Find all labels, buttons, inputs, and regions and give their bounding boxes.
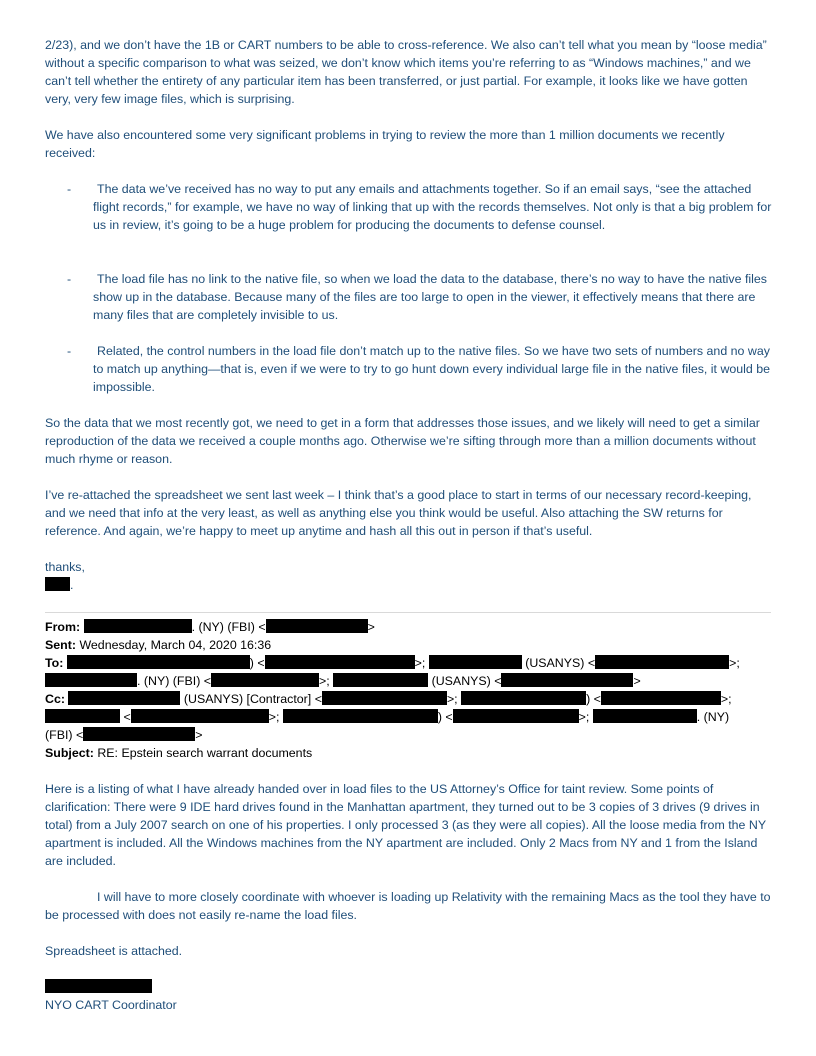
redaction-block [45, 673, 137, 687]
original-paragraph-3: Spreadsheet is attached. [45, 944, 183, 958]
sent-label: Sent: [45, 638, 76, 652]
cc-text: >; [720, 692, 732, 706]
bullet-text: The load file has no link to the native file, so when we load the data to the database, there’s no way to have the native files show up in the database. Because many of the files are too large to open in the viewer, it effectively means that there are many files that are completely invisible to us. [93, 272, 767, 322]
original-signature-title: NYO CART Coordinator [45, 998, 177, 1012]
cc-line-1 [45, 690, 732, 708]
from-label: From: [45, 620, 81, 634]
subject-label: Subject: [45, 746, 94, 760]
redaction-block [265, 655, 415, 669]
sent-line [45, 636, 271, 654]
to-text: > [633, 674, 641, 688]
cc-label: Cc: [45, 692, 65, 706]
sent-value: Wednesday, March 04, 2020 16:36 [79, 638, 272, 652]
subject-value: RE: Epstein search warrant documents [97, 746, 313, 760]
redaction-block [266, 619, 368, 633]
original-signature-name [45, 978, 152, 996]
to-text: >; [319, 674, 330, 688]
redaction-block [45, 577, 70, 591]
to-line-1 [45, 654, 740, 672]
cc-line-3 [45, 726, 202, 744]
redaction-block [453, 709, 579, 723]
reply-paragraph-2: We have also encountered some very significant problems in trying to review the more than 1 million documents we recently received: [45, 128, 725, 160]
redaction-block [45, 709, 120, 723]
bullet-marker: - [67, 344, 72, 358]
bullet-text: Related, the control numbers in the load file don’t match up to the native files. So we have two sets of numbers and no way to match up anything—that is, even if we were to try to go hunt down every individual large file in the native files, it would be impossible. [93, 344, 771, 394]
cc-text: . (NY) [696, 710, 730, 724]
redaction-block [283, 709, 438, 723]
header-separator [45, 612, 771, 613]
redaction-block [429, 655, 522, 669]
reply-signoff: thanks, [45, 560, 85, 574]
redaction-block [68, 691, 180, 705]
cc-text: > [195, 728, 203, 742]
reply-paragraph-3: So the data that we most recently got, we need to get in a form that addresses those issues, and we likely will need to get a similar reproduction of the data we received a couple months ago. Otherwise we’re sifting through more than a million documents without much rhyme or reason. [45, 416, 760, 466]
redaction-block [461, 691, 586, 705]
from-text: . (NY) (FBI) < [191, 620, 266, 634]
bullet-marker: - [67, 182, 72, 196]
to-text: (USANYS) < [525, 656, 596, 670]
original-paragraph-2: I will have to more closely coordinate with whoever is loading up Relativity with the remaining Macs as the tool they have to be processed with does not easily re-name the load files. [45, 890, 771, 922]
redaction-block [211, 673, 319, 687]
redaction-block [595, 655, 729, 669]
cc-text: (USANYS) [Contractor] < [183, 692, 322, 706]
redaction-block [83, 727, 195, 741]
from-end: > [367, 620, 375, 634]
original-paragraph-1: Here is a listing of what I have already handed over in load files to the US Attorney’s Office for taint review. Some points of clarification: There were 9 IDE hard drives found in the Manhattan apartment, they turned out to be 3 copies of 3 drives (9 drives in total) from a July 2007 search on one of his properties. I only processed 3 (as they were all copies). All the loose media from the NY apartment is included. All the Windows machines from the NY apartment are included. Only 2 Macs from NY and 1 from the Island are included. [45, 782, 766, 868]
redaction-block [593, 709, 697, 723]
to-text: ) < [249, 656, 265, 670]
cc-text: >; [268, 710, 280, 724]
subject-line [45, 744, 312, 762]
to-text: >; [729, 656, 740, 670]
cc-text: ) < [437, 710, 453, 724]
cc-text: >; [446, 692, 458, 706]
signature-tail: . [70, 578, 74, 592]
to-line-2 [45, 672, 641, 690]
redaction-block [131, 709, 269, 723]
reply-paragraph-1: 2/23), and we don’t have the 1B or CART numbers to be able to cross-reference. We also can’t tell what you mean by “loose media” without a specific comparison to what was seized, we don’t know which items you’re referring to as “Windows machines,” and we can’t tell whether the entirety of any particular item has been transferred, or just partial. For example, it looks like we have gotten very, very few image files, which is surprising. [45, 38, 767, 106]
cc-text: ) < [586, 692, 601, 706]
redaction-block [601, 691, 721, 705]
reply-signature [45, 576, 73, 594]
redaction-block [45, 979, 152, 993]
redaction-block [84, 619, 192, 633]
bullet-text: The data we’ve received has no way to put any emails and attachments together. So if an email says, “see the attached flight records,” for example, we have no way of linking that up with the records themselves. Not only is that a big problem for us in review, it’s going to be a huge problem for producing the documents to defense counsel. [93, 182, 772, 232]
to-text: . (NY) (FBI) < [137, 674, 211, 688]
bullet-marker: - [67, 272, 72, 286]
redaction-block [67, 655, 250, 669]
cc-text: < [123, 710, 131, 724]
cc-text: >; [578, 710, 590, 724]
from-line [45, 618, 375, 636]
to-text: (USANYS) < [431, 674, 502, 688]
cc-line-2 [45, 708, 729, 726]
redaction-block [333, 673, 428, 687]
cc-text: (FBI) < [45, 728, 84, 742]
redaction-block [501, 673, 633, 687]
to-label: To: [45, 656, 64, 670]
redaction-block [322, 691, 447, 705]
to-text: >; [414, 656, 426, 670]
reply-paragraph-4: I’ve re-attached the spreadsheet we sent last week – I think that’s a good place to start in terms of our necessary record-keeping, and we need that info at the very least, as well as anything else you think would be useful. Also attaching the SW returns for reference. And again, we’re happy to meet up anytime and hash all this out in person if that’s useful. [45, 488, 752, 538]
